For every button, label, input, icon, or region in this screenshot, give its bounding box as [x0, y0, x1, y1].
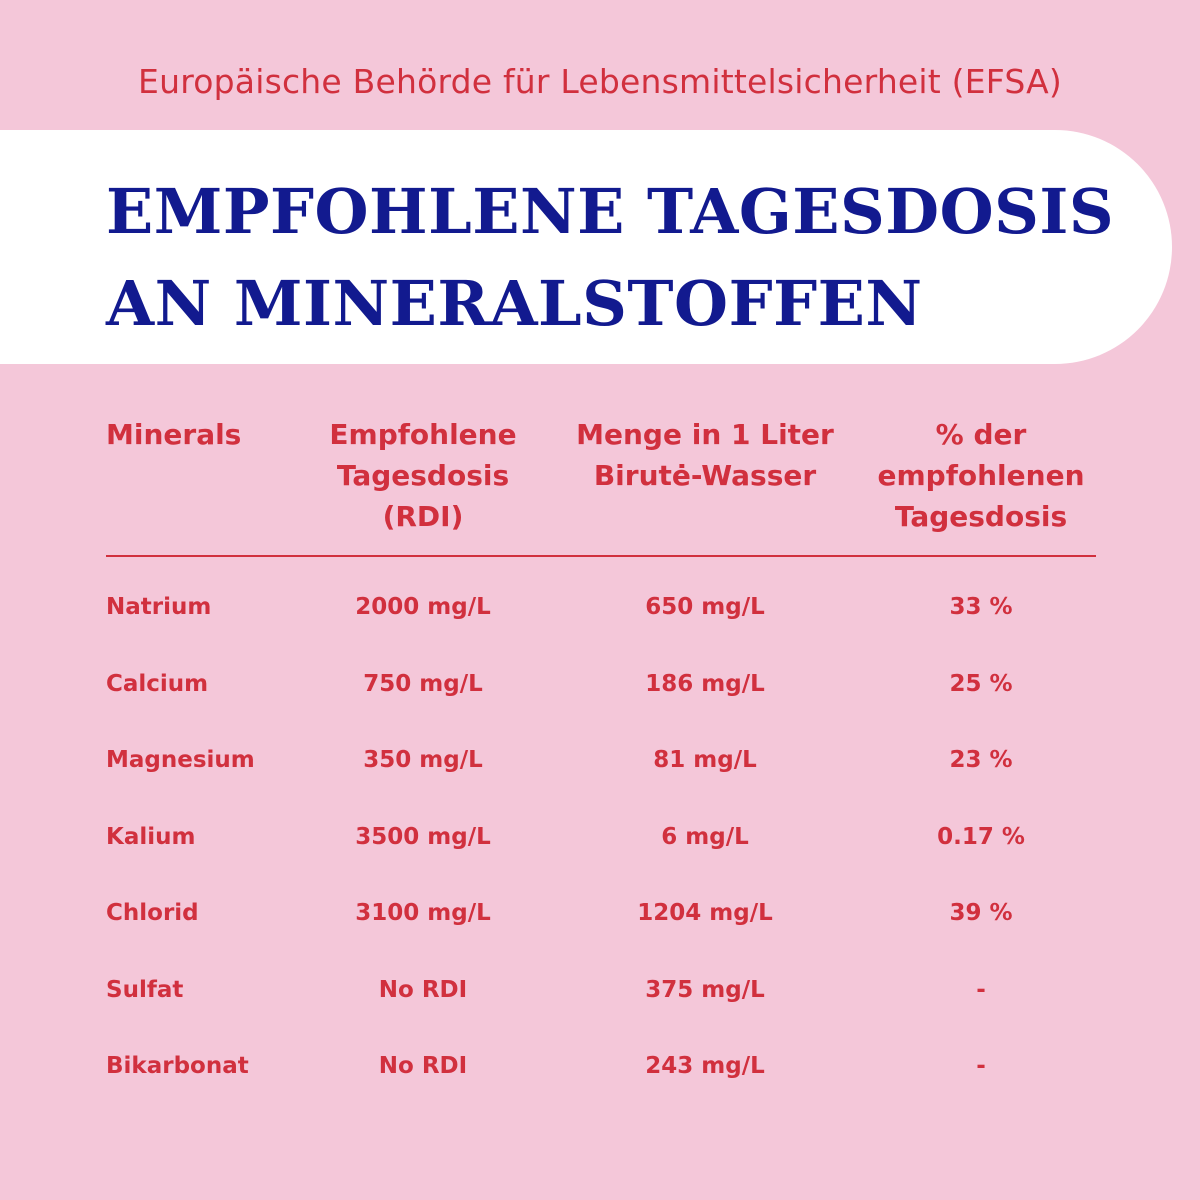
- cell-mineral: Kalium: [106, 823, 196, 850]
- cell-amount: 186 mg/L: [645, 670, 765, 697]
- cell-mineral: Sulfat: [106, 976, 184, 1003]
- cell-percent: 0.17 %: [937, 823, 1025, 850]
- cell-percent: 39 %: [949, 900, 1013, 926]
- cell-amount: 650 mg/L: [645, 594, 765, 620]
- table-row: [0, 588, 1200, 665]
- cell-amount: 243 mg/L: [645, 1053, 765, 1079]
- header-line: (RDI): [382, 500, 464, 533]
- header-line: Tagesdosis: [336, 459, 510, 492]
- column-header-amount: [576, 414, 834, 496]
- header-line: Menge in 1 Liter: [576, 418, 834, 451]
- table-row: [0, 741, 1200, 818]
- table-row: [0, 894, 1200, 971]
- column-header-percent: [877, 414, 1084, 537]
- cell-rdi: 350 mg/L: [363, 747, 483, 773]
- title-line-2: AN MINERALSTOFFEN: [106, 267, 923, 340]
- cell-percent: 25 %: [949, 670, 1013, 697]
- cell-mineral: Magnesium: [106, 747, 255, 773]
- cell-percent: -: [976, 1053, 986, 1079]
- cell-percent: -: [976, 976, 986, 1003]
- cell-mineral: Bikarbonat: [106, 1053, 249, 1079]
- column-header-minerals: [106, 414, 241, 455]
- column-header-rdi: [329, 414, 516, 537]
- table-row: [0, 818, 1200, 895]
- table-row: [0, 665, 1200, 742]
- cell-amount: 81 mg/L: [653, 747, 757, 773]
- title-line-1: EMPFOHLENE TAGESDOSIS: [106, 175, 1115, 248]
- cell-percent: 23 %: [949, 747, 1013, 773]
- header-line: Tagesdosis: [894, 500, 1068, 533]
- cell-rdi: 750 mg/L: [363, 670, 483, 697]
- cell-mineral: Natrium: [106, 594, 212, 620]
- header-line: % der: [935, 418, 1027, 451]
- subtitle: Europäische Behörde für Lebensmittelsicherheit (EFSA): [138, 62, 1062, 101]
- table-row: [0, 971, 1200, 1048]
- cell-percent: 33 %: [949, 594, 1013, 620]
- cell-rdi: No RDI: [378, 976, 468, 1003]
- cell-rdi: 3100 mg/L: [355, 900, 491, 926]
- table-body: [0, 588, 1200, 1124]
- cell-rdi: No RDI: [378, 1053, 468, 1079]
- cell-amount: 6 mg/L: [661, 823, 749, 850]
- header-line: Minerals: [106, 418, 242, 451]
- cell-mineral: Calcium: [106, 670, 209, 697]
- cell-mineral: Chlorid: [106, 900, 199, 926]
- header-divider: [106, 555, 1096, 557]
- page-title: [106, 166, 1114, 350]
- cell-rdi: 2000 mg/L: [355, 594, 491, 620]
- cell-rdi: 3500 mg/L: [355, 823, 491, 850]
- header-line: Birutė-Wasser: [593, 459, 817, 492]
- cell-amount: 1204 mg/L: [637, 900, 773, 926]
- header-line: empfohlenen: [877, 459, 1085, 492]
- cell-amount: 375 mg/L: [645, 976, 765, 1003]
- header-line: Empfohlene: [329, 418, 517, 451]
- table-row: [0, 1047, 1200, 1124]
